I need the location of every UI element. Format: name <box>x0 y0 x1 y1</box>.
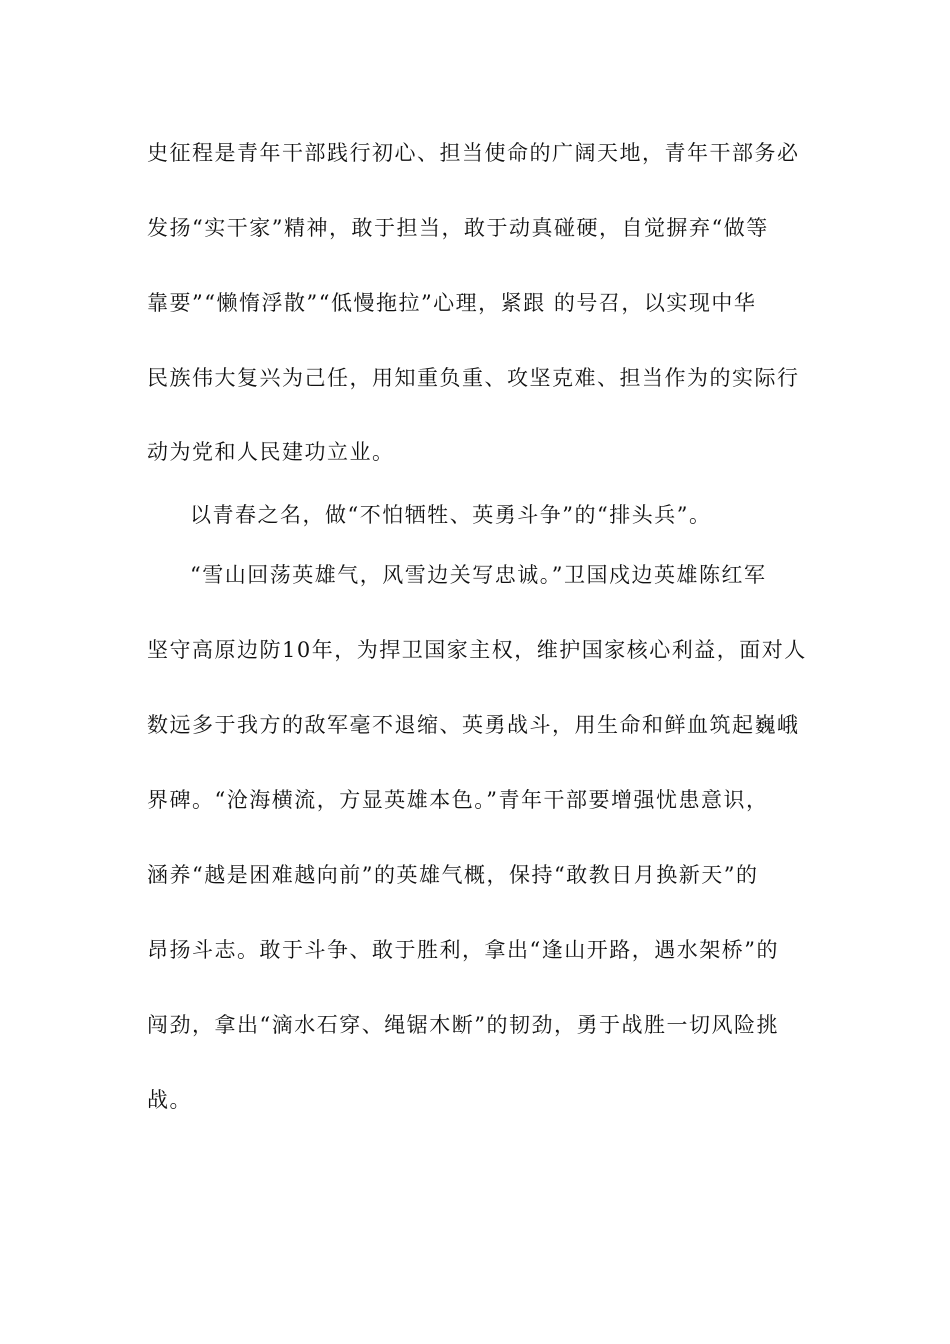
text-line: 昂扬斗志。敢于斗争、敢于胜利，拿出“逢山开路，遇水架桥”的 <box>147 938 779 962</box>
text-line: 民族伟大复兴为己任，用知重负重、攻坚克难、担当作为的实际行 <box>147 366 800 390</box>
text-line: 靠要”“懒惰浮散”“低慢拖拉”心理，紧跟 的号召，以实现中华 <box>147 291 757 315</box>
text-line: 战。 <box>147 1088 192 1112</box>
text-line: 史征程是青年干部践行初心、担当使命的广阔天地，青年干部务必 <box>147 141 800 165</box>
section-heading: 以青春之名，做“不怕牺牲、英勇斗争”的“排头兵”。 <box>190 503 712 527</box>
text-line: 界碑。“沧海横流，方显英雄本色。”青年干部要增强忧患意识， <box>147 788 769 812</box>
text-line: 坚守高原边防10年，为捍卫国家主权，维护国家核心利益，面对人 <box>147 638 807 662</box>
text-line: 动为党和人民建功立业。 <box>147 440 395 464</box>
text-line: 涵养“越是困难越向前”的英雄气概，保持“敢教日月换新天”的 <box>147 863 759 887</box>
text-line: 数远多于我方的敌军毫不退缩、英勇战斗，用生命和鲜血筑起巍峨 <box>147 713 800 737</box>
text-line: 闯劲，拿出“滴水石穿、绳锯木断”的韧劲，勇于战胜一切风险挑 <box>147 1013 779 1037</box>
text-line: 发扬“实干家”精神，敢于担当，敢于动真碰硬，自觉摒弃“做等 <box>147 216 769 240</box>
text-line: “雪山回荡英雄气，风雪边关写忠诚。”卫国戍边英雄陈红军 <box>190 563 767 587</box>
